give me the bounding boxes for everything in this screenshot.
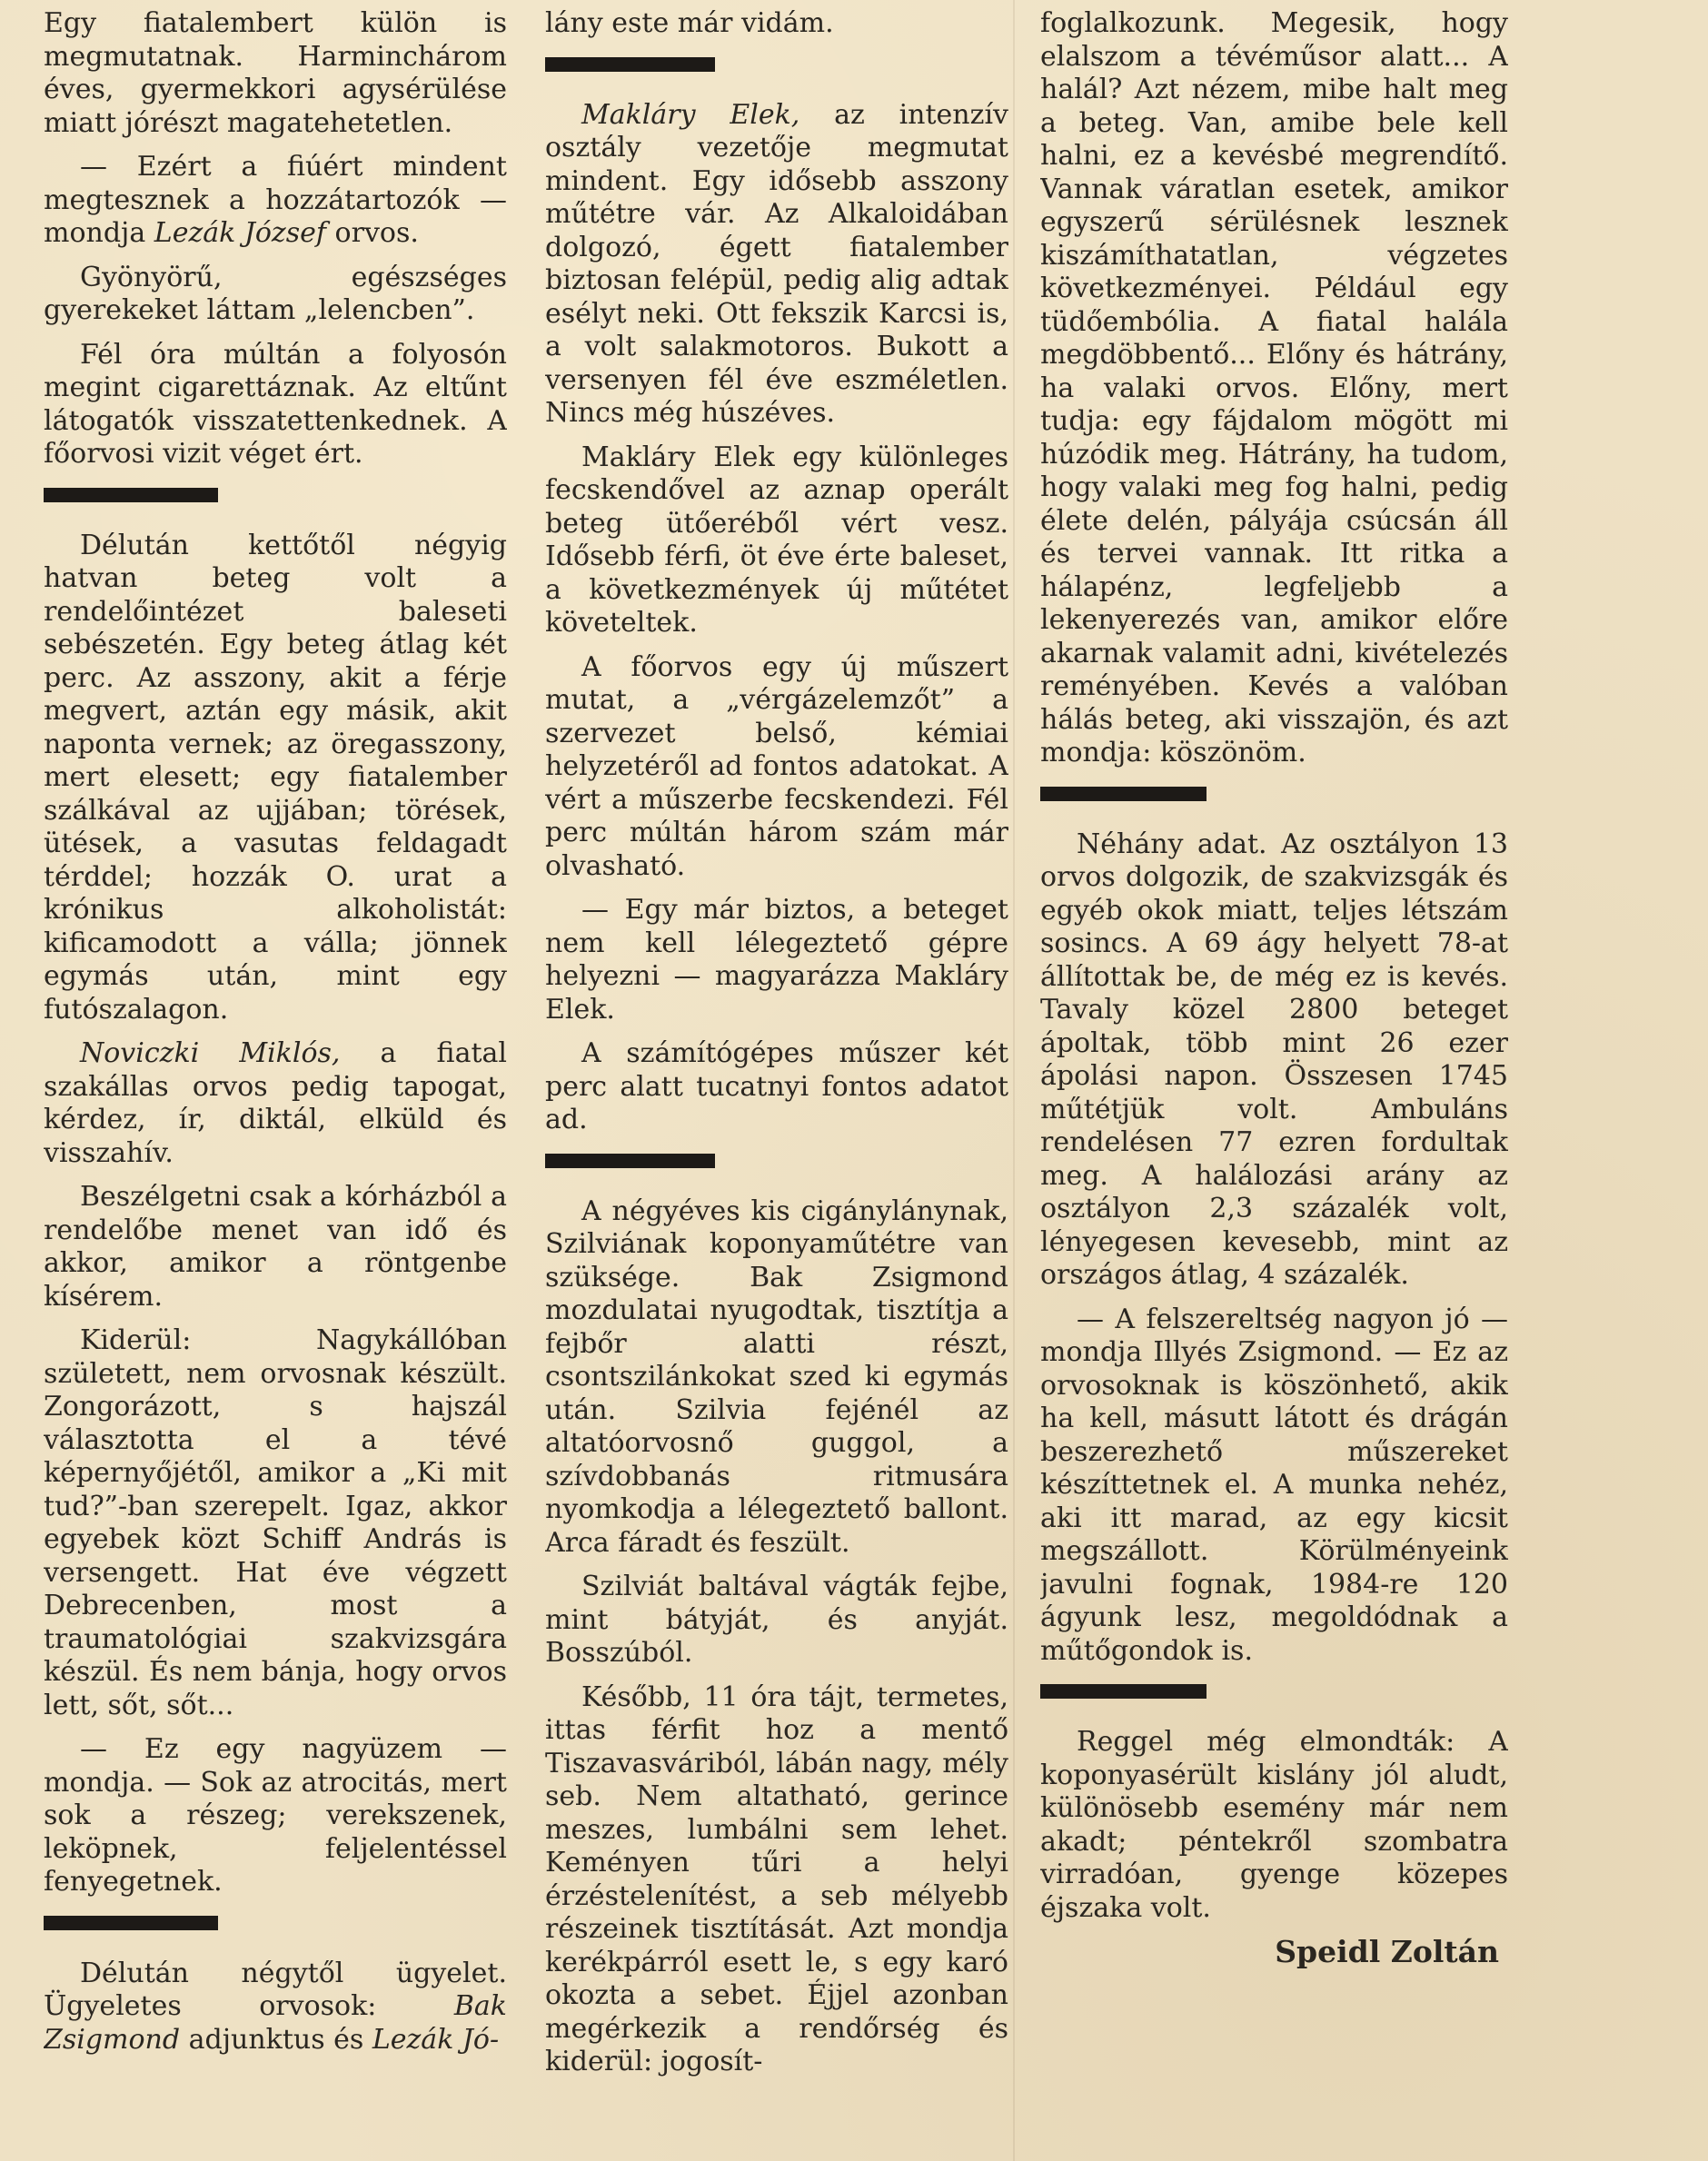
- paragraph: lány este már vidám.: [545, 7, 834, 39]
- paragraph: Később, 11 óra tájt, termetes, ittas férfit hoz a mentő Tiszavasváriból, lábán nagy, mély seb. Nem altatható, gerince meszes, lumbálni sem lehet. Keményen tűri a helyi érzéstelenítést, a seb mélyebb részeinek tisztítását. Azt mondja kerékpárról esett le, s egy karó okozta a sebet. Éjjel azonban megérkezik a rendőrség és kiderül: jogosít-: [545, 1680, 1008, 2077]
- person-name: Makláry Elek,: [581, 98, 800, 131]
- section-divider: [44, 1916, 218, 1930]
- paragraph: A számítógépes műszer két perc alatt tucatnyi fontos adatot ad.: [545, 1037, 1008, 1135]
- paragraph: [545, 99, 1008, 431]
- section-divider: [545, 57, 715, 72]
- section-divider: [545, 1154, 715, 1168]
- person-name: Lezák József: [154, 217, 326, 249]
- paragraph: [44, 1037, 507, 1170]
- paragraph: Egy fiatalembert külön is megmutatnak. Harminchárom éves, gyermekkori agysérülése miatt jórészt magatehetetlen.: [44, 7, 507, 139]
- column-right: [1040, 7, 1508, 2161]
- paragraph: — A felszereltség nagyon jó — mondja Illyés Zsigmond. — Ez az orvosoknak is köszönhető, akik ha kell, másutt látott és drágán beszerezhető műszereket készíttetnek el. A munka nehéz, aki itt marad, az egy kicsit megszállott. Körülményeink javulni fognak, 1984-re 120 ágyunk lesz, megoldódnak a műtőgondok is.: [1040, 1303, 1508, 1667]
- column-gutter: [1013, 0, 1015, 2161]
- paragraph: Reggel még elmondták: A koponyasérült kislány jól aludt, különösebb esemény már nem akadt; péntekről szombatra virradóan, gyenge közepes éjszaka volt.: [1040, 1726, 1508, 1924]
- section-divider: [1040, 787, 1207, 801]
- text: Délután négytől ügyelet. Ügyeletes orvosok:: [44, 1957, 507, 2022]
- paragraph: Délután kettőtől négyig hatvan beteg volt a rendelőintézet baleseti sebészetén. Egy beteg átlag két perc. Az asszony, akit a férje megvert, aztán egy másik, akit naponta vernek; az öregasszony, mert elesett; egy fiatalember szálkával az ujjában; törések, ütések, a vasutas feldagadt térddel; hozzák O. urat a krónikus alkoholistát: kificamodott a válla; jönnek egymás után, mint egy futószalagon.: [44, 529, 507, 1026]
- paragraph: [44, 1958, 507, 2057]
- paragraph: Makláry Elek egy különleges fecskendővel az aznap operált beteg ütőeréből vért vesz. Idősebb férfi, öt éve érte baleset, a következmények új műtétet követeltek.: [545, 441, 1008, 639]
- paragraph: Néhány adat. Az osztályon 13 orvos dolgozik, de szakvizsgák és egyéb okok miatt, teljes létszám sosincs. A 69 ágy helyett 78-at állítottak be, de még ez is kevés. Tavaly közel 2800 beteget ápoltak, több mint 26 ezer ápolási napon. Összesen 1745 műtétjük volt. Ambuláns rendelésen 77 ezren fordultak meg. A halálozási arány az osztályon 2,3 százalék volt, lényegesen kevesebb, mint az országos átlag, 4 százalék.: [1040, 828, 1508, 1291]
- section-divider: [44, 488, 218, 502]
- column-left: [44, 7, 507, 2161]
- paragraph: — Ez egy nagyüzem — mondja. — Sok az atrocitás, mert sok a részeg; verekszenek, leköpnek, feljelentéssel fenyegetnek.: [44, 1733, 507, 1898]
- column-middle: [545, 7, 1008, 2161]
- text: adjunktus és: [180, 2023, 372, 2056]
- paragraph: A főorvos egy új műszert mutat, a „vérgázelemzőt” a szervezet belső, kémiai helyzetéről ad fontos adatokat. A vért a műszerbe fecskendezi. Fél perc múltán három szám már olvasható.: [545, 650, 1008, 882]
- author-byline: Speidl Zoltán: [1275, 1934, 1499, 1969]
- text: az intenzív osztály vezetője megmutat mindent. Egy idősebb asszony műtétre vár. Az Alkaloidában dolgozó, égett fiatalember biztosan felépül, pedig alig adtak esélyt neki. Ott fekszik Karcsi is, a volt salakmotoros. Bukott a versenyen fél éve eszméletlen. Nincs még húszéves.: [545, 98, 1008, 429]
- section-divider: [1040, 1684, 1207, 1699]
- paragraph: Gyönyörű, egészséges gyerekeket láttam „lelencben”.: [44, 261, 507, 326]
- paragraph: foglalkozunk. Megesik, hogy elalszom a tévéműsor alatt... A halál? Azt nézem, mibe halt meg a beteg. Van, amibe bele kell halni, ez a kevésbé megrendítő. Vannak váratlan esetek, amikor egyszerű sérülésnek lesznek kiszámíthatatlan, végzetes következményei. Például egy tüdőembólia. A fiatal halála megdöbbentő... Előny és hátrány, ha valaki orvos. Előny, mert tudja: egy fájdalom mögött mi húzódik meg. Hátrány, ha tudom, hogy valaki meg fog halni, pedig élete delén, pályája csúcsán áll és tervei vannak. Itt ritka a hálapénz, legfeljebb a lekenyerezés van, amikor előre akarnak valamit adni, kivételezés reményében. Kevés a valóban hálás beteg, aki visszajön, és azt mondja: köszönöm.: [1040, 7, 1508, 768]
- person-name: Noviczki Miklós,: [80, 1037, 341, 1069]
- text: orvos.: [326, 217, 419, 249]
- paragraph: Fél óra múltán a folyosón megint cigarettáznak. Az eltűnt látogatók visszatettenkednek. A főorvosi vizit véget ért.: [44, 338, 507, 470]
- text: a fiatal szakállas orvos pedig tapogat, kérdez, ír, diktál, elküld és visszahív.: [44, 1037, 507, 1169]
- paragraph: — Egy már biztos, a beteget nem kell lélegeztető gépre helyezni — magyarázza Makláry Elek.: [545, 894, 1008, 1026]
- paragraph: A négyéves kis cigánylánynak, Szilviának koponyaműtétre van szüksége. Bak Zsigmond mozdulatai nyugodtak, tisztítja a fejbőr alatti részt, csontszilánkokat szed ki egymás után. Szilvia fejénél az altatóorvosnő guggol, a szívdobbanás ritmusára nyomkodja a lélegeztető ballont. Arca fáradt és feszült.: [545, 1194, 1008, 1559]
- paragraph: Kiderül: Nagykállóban született, nem orvosnak készült. Zongorázott, s hajszál választotta el a tévé képernyőjétől, amikor a „Ki mit tud?”-ban szerepelt. Igaz, akkor egyebek közt Schiff András is versengett. Hat éve végzett Debrecenben, most a traumatológiai szakvizsgára készül. És nem bánja, hogy orvos lett, sőt, sőt...: [44, 1324, 507, 1721]
- paragraph: Szilviát baltával vágták fejbe, mint bátyját, és anyját. Bosszúból.: [545, 1571, 1008, 1669]
- paragraph: Beszélgetni csak a kórházból a rendelőbe menet van idő és akkor, amikor a röntgenbe kísérem.: [44, 1181, 507, 1313]
- person-name: Lezák Jó-: [372, 2023, 500, 2056]
- person-name: Bak Zsigmond: [44, 1990, 507, 2056]
- text: — Ezért a fiúért mindent megtesznek a hozzátartozók — mondja: [44, 151, 507, 249]
- paragraph: [44, 151, 507, 251]
